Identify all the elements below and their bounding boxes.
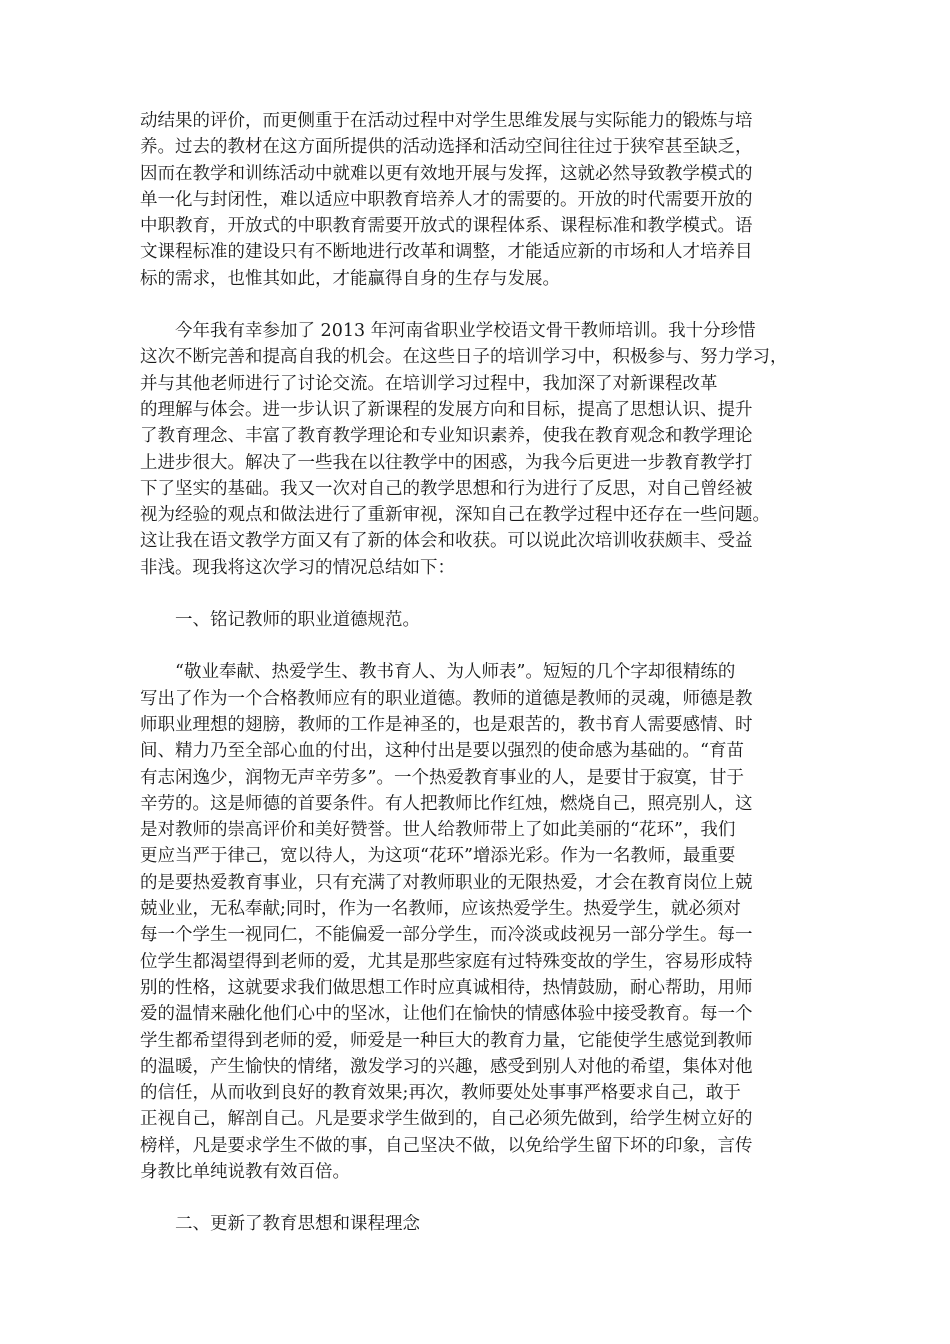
text-line: 学生都希望得到老师的爱，师爱是一种巨大的教育力量，它能使学生感觉到教师 — [140, 1030, 753, 1051]
text-line: 每一个学生一视同仁，不能偏爱一部分学生，而冷淡或歧视另一部分学生。每一 — [140, 925, 753, 946]
text-line: 间、精力乃至全部心血的付出，这种付出是要以强烈的使命感为基础的。“育苗 — [140, 741, 744, 762]
text-line: “敬业奉献、热爱学生、教书育人、为人师表”。短短的几个字却很精练的 — [140, 662, 736, 683]
text-line: 标的需求，也惟其如此，才能赢得自身的生存与发展。 — [140, 268, 560, 289]
text-line: 并与其他老师进行了讨论交流。在培训学习过程中，我加深了对新课程改革 — [140, 373, 718, 394]
text-line: 养。过去的教材在这方面所提供的活动选择和活动空间往往过于狭窄甚至缺乏， — [140, 137, 753, 158]
text-line: 这让我在语文教学方面又有了新的体会和收获。可以说此次培训收获颇丰、受益 — [140, 531, 753, 552]
text-line: 今年我有幸参加了 2013 年河南省职业学校语文骨干教师培训。我十分珍惜 — [140, 321, 756, 342]
text-line: 的理解与体会。进一步认识了新课程的发展方向和目标，提高了思想认识、提升 — [140, 399, 753, 420]
document-page — [140, 108, 816, 1264]
text-line: 师职业理想的翅膀，教师的工作是神圣的，也是艰苦的，教书育人需要感情、时 — [140, 714, 753, 735]
text-line: 更应当严于律己，宽以待人，为这项“花环”增添光彩。作为一名教师，最重要 — [140, 846, 736, 867]
section-heading-education-ideas: 二、更新了教育思想和课程理念 — [175, 1214, 420, 1235]
text-line: 的是要热爱教育事业，只有充满了对教师职业的无限热爱，才会在教育岗位上兢 — [140, 872, 753, 893]
paragraph-evaluation — [140, 108, 816, 292]
text-line: 非浅。现我将这次学习的情况总结如下： — [140, 557, 455, 578]
text-line: 单一化与封闭性，难以适应中职教育培养人才的需要的。开放的时代需要开放的 — [140, 189, 753, 210]
text-line: 榜样，凡是要求学生不做的事，自己坚决不做，以免给学生留下坏的印象，言传 — [140, 1135, 753, 1156]
text-line: 动结果的评价，而更侧重于在活动过程中对学生思维发展与实际能力的锻炼与培 — [140, 111, 753, 131]
text-line: 正视自己，解剖自己。凡是要求学生做到的，自己必须先做到，给学生树立好的 — [140, 1109, 753, 1130]
text-line: 上进步很大。解决了一些我在以往教学中的困惑，为我今后更进一步教育教学打 — [140, 452, 753, 473]
text-line: 写出了作为一个合格教师应有的职业道德。教师的道德是教师的灵魂，师德是教 — [140, 688, 753, 709]
text-line: 了教育理念、丰富了教育教学理论和专业知识素养，使我在教育观念和教学理论 — [140, 426, 753, 447]
text-line: 别的性格，这就要求我们做思想工作时应真诚相待，热情鼓励，耐心帮助，用师 — [140, 977, 753, 998]
paragraph-training-intro — [140, 318, 816, 581]
text-line: 身教比单纯说教有效百倍。 — [140, 1161, 350, 1182]
text-line: 有志闲逸少，润物无声辛劳多”。一个热爱教育事业的人，是要甘于寂寞，甘于 — [140, 767, 744, 788]
text-line: 下了坚实的基础。我又一次对自己的教学思想和行为进行了反思，对自己曾经被 — [140, 478, 753, 499]
text-line: 爱的温情来融化他们心中的坚冰，让他们在愉快的情感体验中接受教育。每一个 — [140, 1004, 753, 1025]
section-heading-ethics: 一、铭记教师的职业道德规范。 — [175, 610, 420, 631]
text-line: 的温暖，产生愉快的情绪，激发学习的兴趣，感受到别人对他的希望，集体对他 — [140, 1056, 753, 1077]
text-line: 这次不断完善和提高自我的机会。在这些日子的培训学习中，积极参与、努力学习， — [140, 347, 788, 368]
text-line: 的信任，从而收到良好的教育效果;再次，教师要处处事事严格要求自己，敢于 — [140, 1083, 741, 1104]
text-line: 因而在教学和训练活动中就难以更有效地开展与发挥，这就必然导致教学模式的 — [140, 163, 753, 184]
text-line: 兢业业，无私奉献;同时，作为一名教师，应该热爱学生。热爱学生，就必须对 — [140, 899, 741, 920]
paragraph-teacher-ethics — [140, 659, 816, 1185]
text-line: 中职教育，开放式的中职教育需要开放式的课程体系、课程标准和教学模式。语 — [140, 216, 753, 237]
text-line: 辛劳的。这是师德的首要条件。有人把教师比作红烛，燃烧自己，照亮别人，这 — [140, 793, 753, 814]
text-line: 位学生都渴望得到老师的爱，尤其是那些家庭有过特殊变故的学生，容易形成特 — [140, 951, 753, 972]
text-line: 是对教师的崇高评价和美好赞誉。世人给教师带上了如此美丽的“花环”，我们 — [140, 820, 736, 841]
text-line: 视为经验的观点和做法进行了重新审视，深知自己在教学过程中还存在一些问题。 — [140, 505, 770, 526]
text-line: 文课程标准的建设只有不断地进行改革和调整，才能适应新的市场和人才培养目 — [140, 242, 753, 263]
